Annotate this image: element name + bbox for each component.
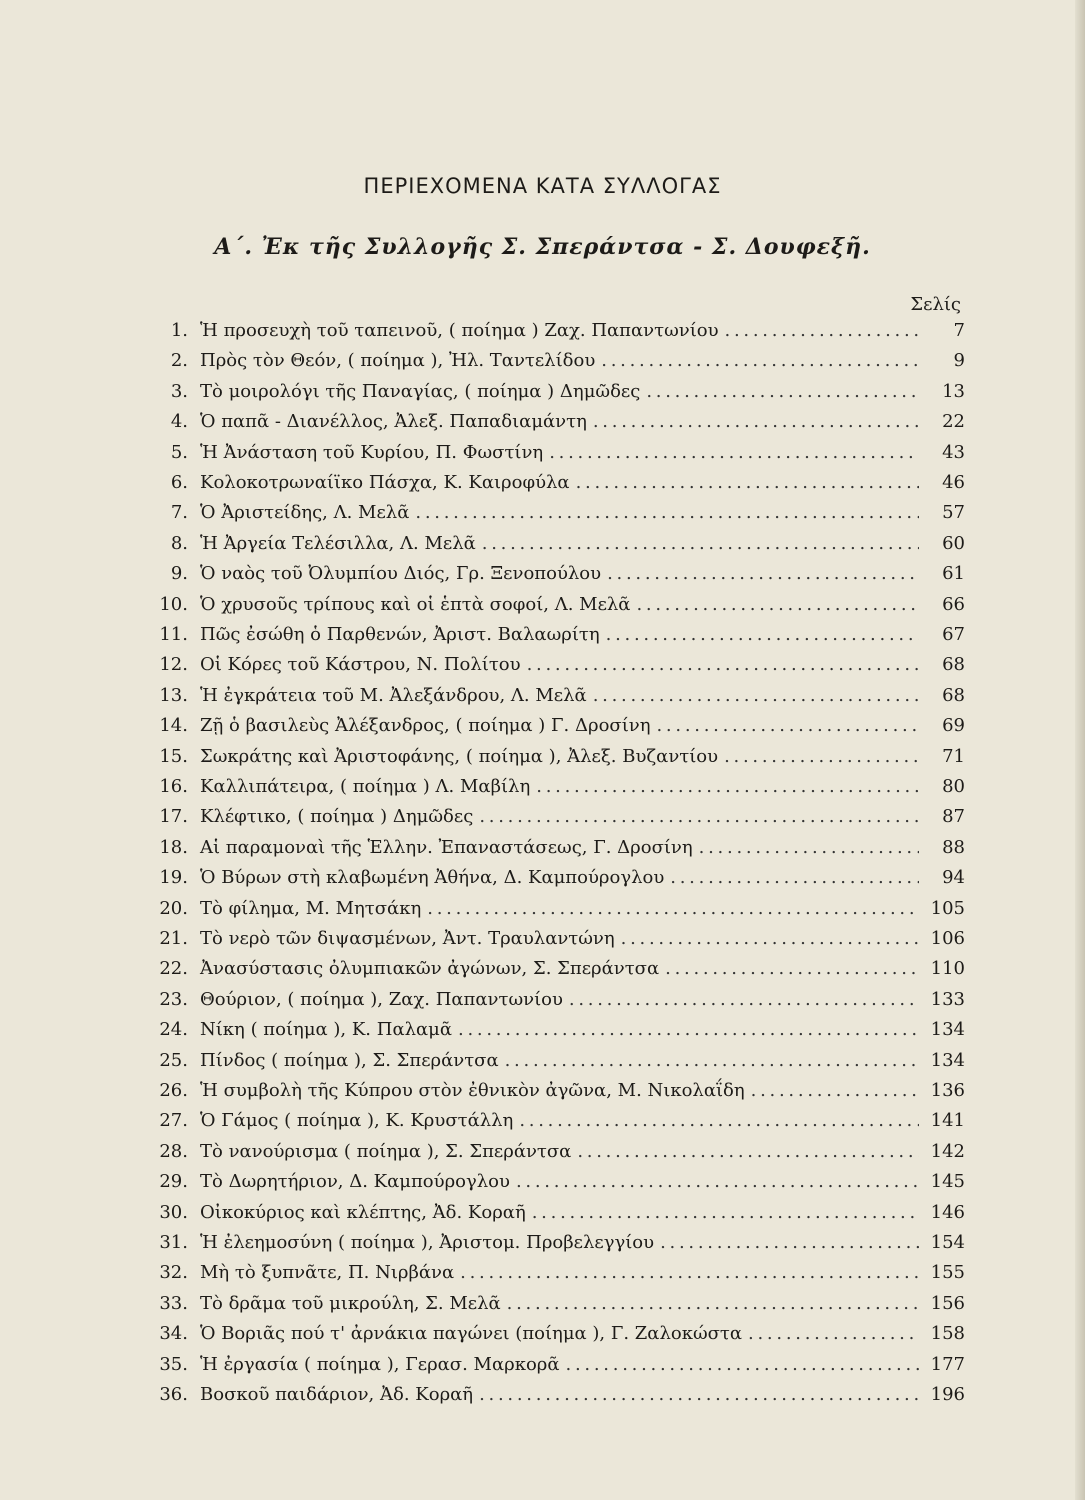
dot-leader [577,1137,919,1167]
toc-entry-title: Σωκράτης καὶ Ἀριστοφάνης, ( ποίημα ), Ἀλεξ. Βυζαντίου [200,745,719,767]
toc-entry-page: 146 [930,1201,965,1223]
toc-entry [150,833,965,863]
toc-entry [150,681,965,711]
toc-entry [150,1076,965,1106]
dot-leader [566,1350,919,1380]
toc-entry-number: 16. [159,776,188,797]
toc-entry-page: 134 [930,1049,965,1071]
toc-entry [150,529,965,559]
dot-leader [427,894,919,924]
toc-entry-title: Ἡ Ἀνάσταση τοῦ Κυρίου, Π. Φωστίνη [200,441,544,463]
dot-leader [532,1198,919,1228]
toc-entry-page: 156 [930,1292,965,1314]
toc-entry-title: Κολοκοτρωναίϊκο Πάσχα, Κ. Καιροφύλα [200,472,570,493]
toc-entry [150,407,965,437]
toc-entry-title: Ἡ συμβολὴ τῆς Κύπρου στὸν ἐθνικὸν ἀγῶνα, Μ. Νικολαΐδη [200,1080,745,1101]
toc-entry-title: Ὁ Γάμος ( ποίημα ), Κ. Κρυστάλλη [200,1110,514,1132]
toc-entry [150,620,965,650]
toc-entry-number: 8. [170,532,188,554]
toc-entry [150,1380,965,1410]
toc-entry [150,1106,965,1136]
dot-leader [593,407,919,437]
toc-entry [150,1350,965,1380]
toc-entry-page: 88 [942,836,965,858]
toc-entry-title: Ὁ χρυσοῦς τρίπους καὶ οἱ ἑπτὰ σοφοί, Λ. Μελᾶ [200,593,631,615]
toc-entry-title: Ζῇ ὁ βασιλεὺς Ἀλέξανδρος, ( ποίημα ) Γ. Δροσίνη [200,715,651,737]
toc-entry-page: 133 [930,988,965,1010]
toc-entry [150,1046,965,1076]
toc-entry-number: 15. [159,745,188,767]
toc-entry-title: Τὸ νερὸ τῶν διψασμένων, Ἀντ. Τραυλαντώνη [200,928,615,949]
dot-leader [482,529,919,559]
toc-entry-number: 31. [159,1232,188,1253]
toc-entry-page: 69 [942,715,965,737]
toc-entry-number: 30. [159,1201,188,1223]
toc-entry-number: 3. [170,380,188,402]
page-column-label: Σελίς [910,294,961,315]
toc-entry [150,1167,965,1197]
toc-entry [150,468,965,498]
toc-entry [150,559,965,589]
toc-entry-number: 14. [159,715,188,737]
toc-entry-title: Ἡ Ἀργεία Τελέσιλλα, Λ. Μελᾶ [200,532,476,554]
dot-leader [458,1015,919,1045]
toc-entry-number: 21. [159,928,188,949]
toc-entry-title: Ἀνασύστασις ὀλυμπιακῶν ἀγώνων, Σ. Σπεράντσα [200,958,660,980]
toc-entry-page: 154 [930,1232,965,1253]
toc-entry-page: 141 [930,1110,965,1132]
toc-entry-page: 196 [930,1384,965,1405]
toc-entry [150,985,965,1015]
toc-entry-title: Τὸ μοιρολόγι τῆς Παναγίας, ( ποίημα ) Δημῶδες [200,380,641,402]
toc-entry-number: 24. [159,1019,188,1041]
toc-entry-number: 34. [159,1323,188,1345]
toc-entry-page: 68 [942,684,965,706]
toc-entry-number: 6. [170,472,188,493]
toc-entry-number: 17. [159,806,188,828]
dot-leader [479,802,919,832]
toc-entry-page: 68 [942,654,965,676]
toc-entry [150,924,965,954]
dot-leader [748,1319,919,1349]
dot-leader [593,681,919,711]
toc-entry-page: 9 [953,350,965,372]
toc-entry [150,1015,965,1045]
toc-entry-page: 177 [930,1353,965,1375]
toc-entry-number: 11. [159,624,188,645]
dot-leader [725,316,919,346]
toc-entry-page: 155 [930,1262,965,1284]
section-subtitle: Α΄. Ἐκ τῆς Συλλογῆς Σ. Σπεράντσα - Σ. Δουφεξῆ. [214,234,871,260]
toc-entry-number: 2. [170,350,188,372]
toc-entry-number: 10. [159,593,188,615]
dot-leader [656,711,919,741]
dot-leader [415,498,919,528]
dot-leader [505,1046,919,1076]
toc-entry [150,894,965,924]
toc-entry-title: Αἱ παραμοναὶ τῆς Ἑλλην. Ἐπαναστάσεως, Γ. Δροσίνη [200,836,693,858]
toc-entry-title: Οἱ Κόρες τοῦ Κάστρου, Ν. Πολίτου [200,654,521,676]
toc-entry-title: Ὁ ναὸς τοῦ Ὀλυμπίου Διός, Γρ. Ξενοπούλου [200,563,602,585]
toc-entry-title: Οἰκοκύριος καὶ κλέπτης, Ἀδ. Κοραῆ [200,1201,526,1223]
toc-entry-title: Θούριον, ( ποίημα ), Ζαχ. Παπαντωνίου [200,988,563,1010]
toc-entry-title: Τὸ δρᾶμα τοῦ μικρούλη, Σ. Μελᾶ [200,1292,501,1314]
toc-entry-number: 19. [159,867,188,889]
toc-entry-page: 71 [942,745,965,767]
toc-entry-title: Πρὸς τὸν Θεόν, ( ποίημα ), Ἠλ. Ταντελίδου [200,350,596,372]
toc-entry-number: 35. [159,1353,188,1375]
toc-entry-number: 32. [159,1262,188,1284]
toc-entry-number: 29. [159,1171,188,1193]
toc-entry-title: Ἡ ἐγκράτεια τοῦ Μ. Ἀλεξάνδρου, Λ. Μελᾶ [200,684,587,706]
toc-entry [150,1198,965,1228]
toc-entry [150,498,965,528]
toc-entry-page: 43 [942,441,965,463]
toc-entry-number: 7. [170,502,188,524]
toc-entry-number: 9. [170,563,188,585]
toc-entry-page: 106 [930,928,965,949]
toc-entry-number: 27. [159,1110,188,1132]
toc-entry-title: Πίνδος ( ποίημα ), Σ. Σπεράντσα [200,1049,499,1071]
toc-entry [150,1258,965,1288]
toc-entry-title: Κλέφτικο, ( ποίημα ) Δημῶδες [200,806,474,828]
dot-leader [646,377,919,407]
dot-leader [751,1076,919,1106]
dot-leader [479,1380,919,1410]
toc-entry-title: Καλλιπάτειρα, ( ποίημα ) Λ. Μαβίλη [200,776,531,797]
dot-leader [527,650,919,680]
dot-leader [621,924,919,954]
toc-entry [150,590,965,620]
toc-entry-title: Τὸ φίλημα, Μ. Μητσάκη [200,897,422,919]
toc-entry-title: Ὁ Βύρων στὴ κλαβωμένη Ἀθήνα, Δ. Καμπούρογλου [200,867,665,889]
toc-entry-title: Ἡ προσευχὴ τοῦ ταπεινοῦ, ( ποίημα ) Ζαχ. Παπαντωνίου [200,320,719,341]
page-title: ΠΕΡΙΕΧΟΜΕΝΑ ΚΑΤΑ ΣΥΛΛΟΓΑΣ [363,174,722,198]
toc-entry [150,650,965,680]
toc-entry-page: 46 [942,472,965,493]
toc-entry-page: 136 [930,1080,965,1101]
toc-entry-title: Ἡ ἐργασία ( ποίημα ), Γερασ. Μαρκορᾶ [200,1353,560,1375]
toc-entry-page: 80 [942,776,965,797]
toc-entry-number: 4. [170,411,188,433]
toc-entry-title: Ὁ Βοριᾶς πού τ' ἀρνάκια παγώνει (ποίημα ), Γ. Ζαλοκώστα [200,1323,743,1345]
toc-entry-page: 66 [942,593,965,615]
toc-entry-number: 33. [159,1292,188,1314]
toc-entry [150,1228,965,1258]
toc-entry [150,377,965,407]
toc-entry [150,863,965,893]
toc-entry-title: Ὁ παπᾶ - Διανέλλος, Ἀλεξ. Παπαδιαμάντη [200,411,587,433]
toc-entry-page: 7 [953,320,965,341]
toc-entry-number: 12. [159,654,188,676]
dot-leader [699,833,919,863]
toc-entry [150,1137,965,1167]
toc-entry-number: 13. [159,684,188,706]
toc-entry-page: 13 [942,380,965,402]
toc-entry [150,802,965,832]
toc-entry-page: 94 [942,867,965,889]
toc-entry-number: 1. [170,320,188,341]
dot-leader [601,346,919,376]
toc-entry-page: 110 [930,958,965,980]
toc-entry [150,954,965,984]
dot-leader [549,438,919,468]
toc-entry [150,438,965,468]
toc-entry [150,1289,965,1319]
toc-entry [150,1319,965,1349]
toc-entry-page: 158 [930,1323,965,1345]
dot-leader [507,1289,919,1319]
toc-entry-page: 22 [942,411,965,433]
toc-entry [150,711,965,741]
dot-leader [607,559,919,589]
toc-entry-page: 61 [942,563,965,585]
toc-entry-page: 57 [942,502,965,524]
toc-entry-page: 67 [942,624,965,645]
dot-leader [606,620,919,650]
toc-entry-page: 142 [930,1140,965,1162]
dot-leader [576,468,919,498]
dot-leader [536,772,919,802]
toc-entry-number: 25. [159,1049,188,1071]
dot-leader [636,590,919,620]
dot-leader [724,742,919,772]
toc-entry-page: 87 [942,806,965,828]
toc-entry [150,316,965,346]
toc-entry-number: 36. [159,1384,188,1405]
toc-entry-title: Πῶς ἐσώθη ὁ Παρθενών, Ἀριστ. Βαλαωρίτη [200,624,600,645]
toc-entry [150,772,965,802]
toc-entry-number: 18. [159,836,188,858]
dot-leader [665,954,919,984]
toc-entry [150,346,965,376]
toc-entry-number: 20. [159,897,188,919]
dot-leader [670,863,919,893]
dot-leader [460,1258,919,1288]
toc-entry-title: Ἡ ἐλεημοσύνη ( ποίημα ), Ἀριστομ. Προβελεγγίου [200,1232,655,1253]
toc-entry-number: 22. [159,958,188,980]
dot-leader [519,1106,919,1136]
dot-leader [569,985,919,1015]
toc-entry-title: Νίκη ( ποίημα ), Κ. Παλαμᾶ [200,1019,453,1041]
page-edge [1075,0,1085,1500]
dot-leader [660,1228,919,1258]
toc-entry-number: 28. [159,1140,188,1162]
toc-entry-page: 60 [942,532,965,554]
toc-entry-title: Βοσκοῦ παιδάριον, Ἀδ. Κοραῆ [200,1384,474,1405]
toc-entry-title: Μὴ τὸ ξυπνᾶτε, Π. Νιρβάνα [200,1262,455,1284]
toc-entry-number: 26. [159,1080,188,1101]
toc-entry-title: Τὸ νανούρισμα ( ποίημα ), Σ. Σπεράντσα [200,1140,572,1162]
toc-entry [150,742,965,772]
dot-leader [516,1167,919,1197]
toc-entry-page: 134 [930,1019,965,1041]
toc-entry-number: 5. [170,441,188,463]
toc-entry-number: 23. [159,988,188,1010]
toc-entry-title: Ὁ Ἀριστείδης, Λ. Μελᾶ [200,502,410,524]
toc-entry-page: 145 [930,1171,965,1193]
toc-entry-title: Τὸ Δωρητήριον, Δ. Καμπούρογλου [200,1171,510,1193]
toc-entry-page: 105 [930,897,965,919]
